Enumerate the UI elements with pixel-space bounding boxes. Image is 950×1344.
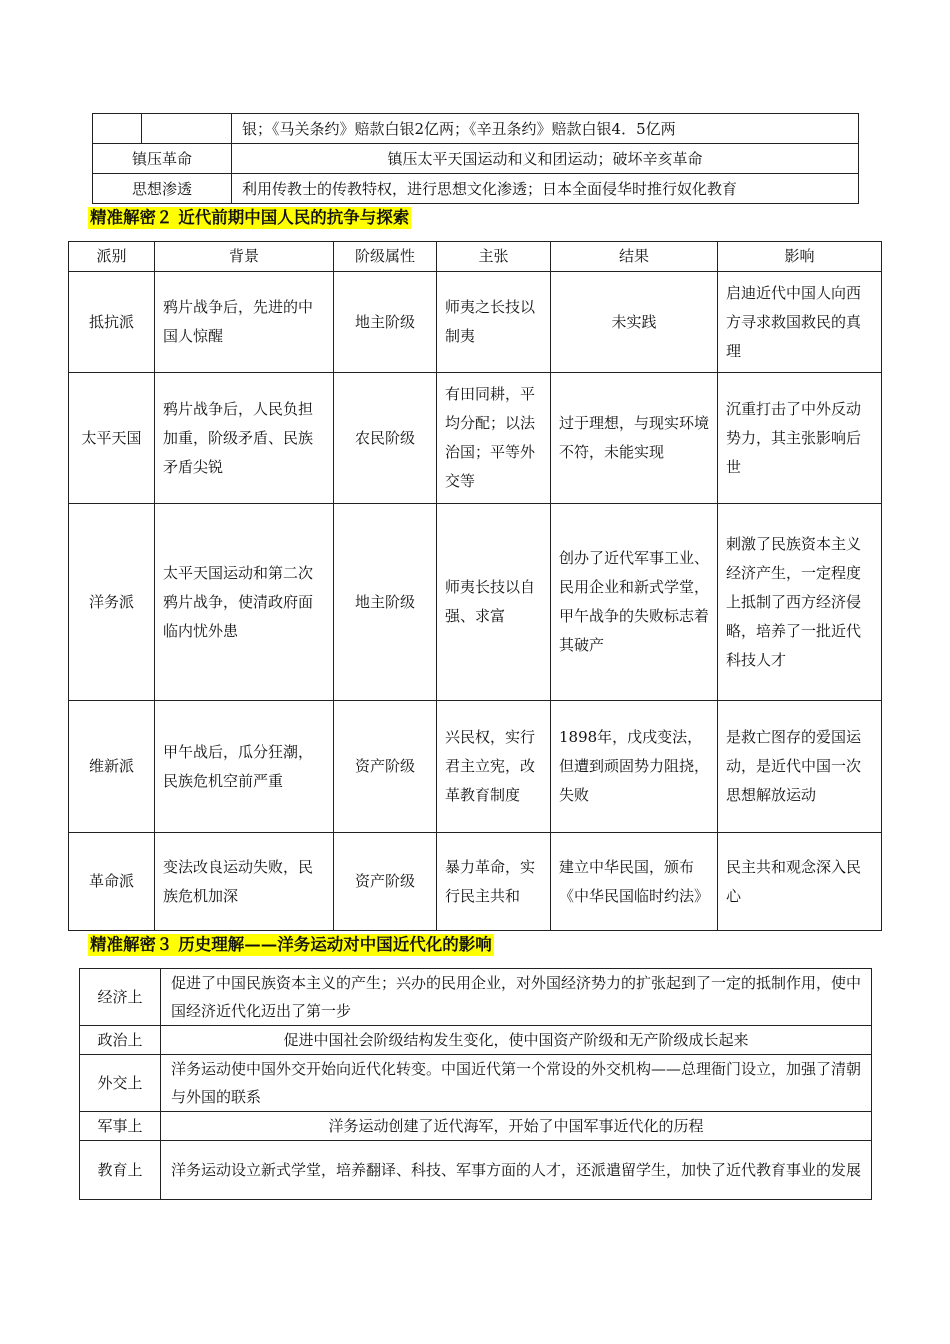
row-text: 镇压太平天国运动和义和团运动；破坏辛亥革命 (232, 144, 859, 174)
proposal-cell: 师夷长技以自强、求富 (437, 504, 551, 701)
class-cell: 资产阶级 (334, 833, 437, 931)
table-row (93, 144, 859, 174)
column-header: 结果 (551, 242, 718, 272)
class-cell: 农民阶级 (334, 373, 437, 504)
aspect-text: 促进中国社会阶级结构发生变化，使中国资产阶级和无产阶级成长起来 (161, 1026, 872, 1055)
result-cell: 过于理想，与现实环境不符，未能实现 (551, 373, 718, 504)
class-cell: 地主阶级 (334, 504, 437, 701)
section-2-heading: 精准解密２ 近代前期中国人民的抗争与探索 (90, 208, 410, 227)
faction-cell: 革命派 (69, 833, 155, 931)
faction-cell: 抵抗派 (69, 272, 155, 373)
result-cell: 建立中华民国，颁布《中华民国临时约法》 (551, 833, 718, 931)
column-header: 影响 (718, 242, 882, 272)
result-cell: 1898年，戊戌变法，但遭到顽固势力阻挠，失败 (551, 701, 718, 833)
aspect-text: 洋务运动设立新式学堂，培养翻译、科技、军事方面的人才，还派遣留学生，加快了近代教育事业的发展 (161, 1141, 872, 1200)
aspect-label: 军事上 (80, 1112, 161, 1141)
table-row (80, 1141, 872, 1200)
background-cell: 甲午战后，瓜分狂潮，民族危机空前严重 (155, 701, 334, 833)
table-row (93, 114, 859, 144)
table-row (69, 701, 882, 833)
proposal-cell: 兴民权，实行君主立宪，改革教育制度 (437, 701, 551, 833)
result-cell: 创办了近代军事工业、民用企业和新式学堂，甲午战争的失败标志着其破产 (551, 504, 718, 701)
aspect-text: 洋务运动使中国外交开始向近代化转变。中国近代第一个常设的外交机构——总理衙门设立，加强了清朝与外国的联系 (161, 1055, 872, 1112)
aspect-label: 经济上 (80, 969, 161, 1026)
influence-cell: 是救亡图存的爱国运动，是近代中国一次思想解放运动 (718, 701, 882, 833)
table-row (93, 174, 859, 204)
row-text: 利用传教士的传教特权，进行思想文化渗透；日本全面侵华时推行奴化教育 (232, 174, 859, 204)
row-label: 镇压革命 (93, 144, 232, 174)
table-row (69, 504, 882, 701)
influence-cell: 沉重打击了中外反动势力，其主张影响后世 (718, 373, 882, 504)
column-header: 阶级属性 (334, 242, 437, 272)
column-header: 主张 (437, 242, 551, 272)
result-cell: 未实践 (551, 272, 718, 373)
row-label: 思想渗透 (93, 174, 232, 204)
background-cell: 鸦片战争后，先进的中国人惊醒 (155, 272, 334, 373)
aspect-label: 政治上 (80, 1026, 161, 1055)
empty-cell (93, 114, 142, 144)
westernization-impact-table (79, 968, 872, 1200)
influence-cell: 民主共和观念深入民心 (718, 833, 882, 931)
class-cell: 资产阶级 (334, 701, 437, 833)
column-header: 背景 (155, 242, 334, 272)
empty-cell (142, 114, 232, 144)
faction-cell: 太平天国 (69, 373, 155, 504)
table-row (69, 833, 882, 931)
table-row (80, 969, 872, 1026)
aspect-label: 外交上 (80, 1055, 161, 1112)
class-cell: 地主阶级 (334, 272, 437, 373)
background-cell: 太平天国运动和第二次鸦片战争，使清政府面临内忧外患 (155, 504, 334, 701)
impact-table-continued (92, 113, 859, 204)
column-header: 派别 (69, 242, 155, 272)
background-cell: 鸦片战争后，人民负担加重，阶级矛盾、民族矛盾尖锐 (155, 373, 334, 504)
background-cell: 变法改良运动失败，民族危机加深 (155, 833, 334, 931)
influence-cell: 刺激了民族资本主义经济产生，一定程度上抵制了西方经济侵略，培养了一批近代科技人才 (718, 504, 882, 701)
aspect-label: 教育上 (80, 1141, 161, 1200)
table-header-row (69, 242, 882, 272)
table-row (69, 373, 882, 504)
proposal-cell: 师夷之长技以制夷 (437, 272, 551, 373)
table-row (69, 272, 882, 373)
faction-cell: 维新派 (69, 701, 155, 833)
proposal-cell: 有田同耕，平均分配；以法治国；平等外交等 (437, 373, 551, 504)
table-row (80, 1055, 872, 1112)
proposal-cell: 暴力革命，实行民主共和 (437, 833, 551, 931)
influence-cell: 启迪近代中国人向西方寻求救国救民的真理 (718, 272, 882, 373)
aspect-text: 洋务运动创建了近代海军，开始了中国军事近代化的历程 (161, 1112, 872, 1141)
indemnity-text: 银；《马关条约》赔款白银2亿两；《辛丑条约》赔款白银4．5亿两 (232, 114, 859, 144)
section-3-heading: 精准解密３ 历史理解——洋务运动对中国近代化的影响 (90, 935, 492, 954)
factions-table (68, 241, 882, 931)
table-row (80, 1026, 872, 1055)
aspect-text: 促进了中国民族资本主义的产生；兴办的民用企业，对外国经济势力的扩张起到了一定的抵制作用，使中国经济近代化迈出了第一步 (161, 969, 872, 1026)
table-row (80, 1112, 872, 1141)
faction-cell: 洋务派 (69, 504, 155, 701)
